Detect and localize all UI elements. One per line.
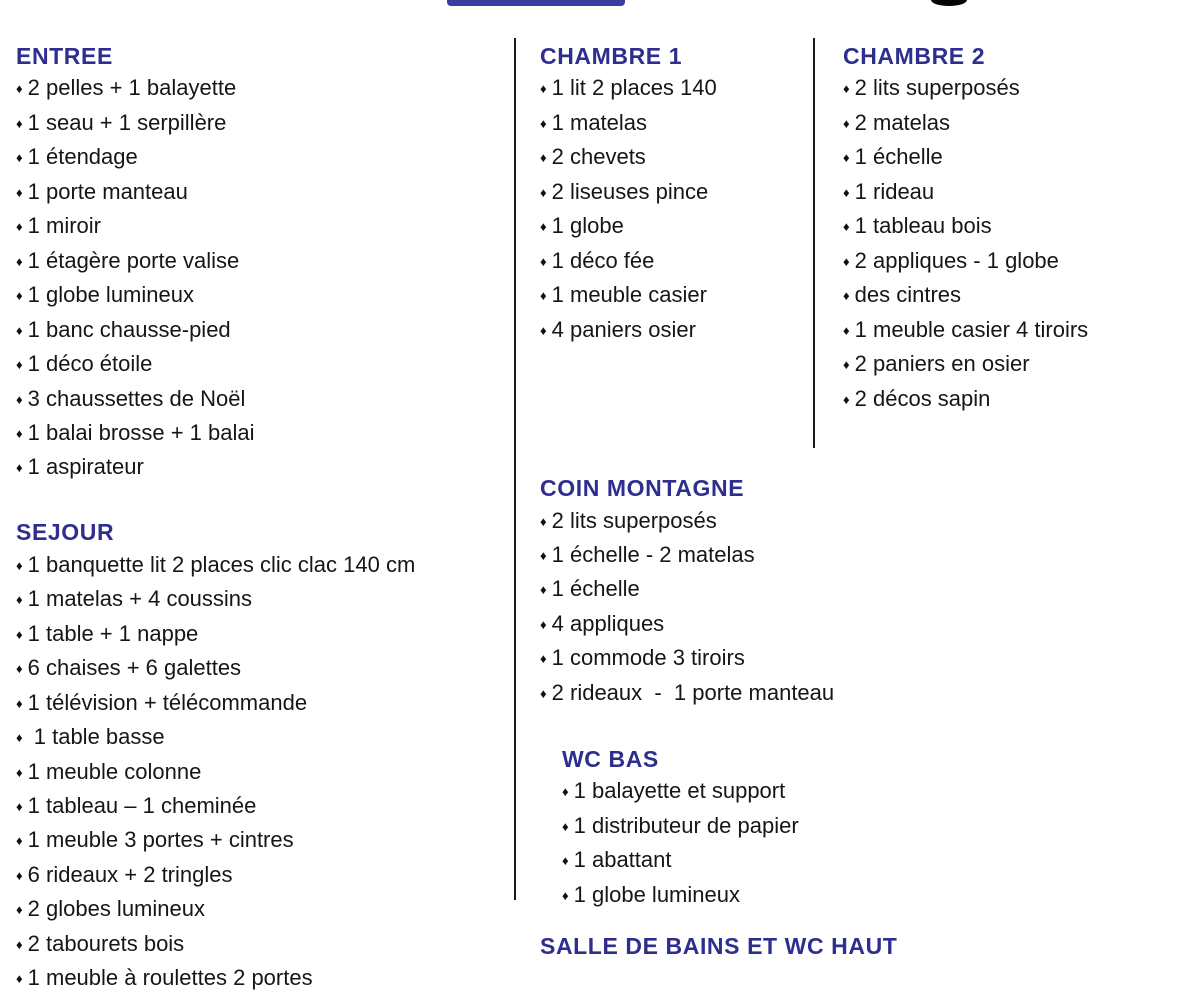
diamond-bullet-icon: ♦ — [16, 357, 23, 373]
list-item-text: 6 rideaux + 2 tringles — [27, 861, 233, 887]
list-item-text: 2 globes lumineux — [27, 896, 205, 922]
section-sejour — [16, 517, 514, 996]
list-item — [16, 756, 514, 790]
list-item-text: 1 distributeur de papier — [573, 812, 799, 838]
diamond-bullet-icon: ♦ — [843, 150, 850, 166]
list-item-text: 1 étendage — [27, 144, 138, 170]
diamond-bullet-icon: ♦ — [16, 288, 23, 304]
section-entree — [16, 41, 514, 486]
list-item-text: 4 appliques — [551, 610, 665, 636]
diamond-bullet-icon: ♦ — [843, 115, 850, 131]
list-item — [562, 775, 875, 809]
list-item-text: 1 meuble 3 portes + cintres — [27, 827, 294, 853]
clipped-page-title-remnant — [447, 0, 625, 6]
list-item-text: 1 échelle - 2 matelas — [551, 541, 755, 567]
list-item-text: 1 matelas + 4 coussins — [27, 586, 253, 612]
diamond-bullet-icon: ♦ — [540, 685, 547, 701]
list-item-text: 2 rideaux - 1 porte manteau — [551, 679, 835, 705]
list-item — [843, 383, 1198, 417]
diamond-bullet-icon: ♦ — [843, 184, 850, 200]
list-item — [562, 844, 875, 878]
list-item-text: 1 lit 2 places 140 — [551, 75, 717, 101]
diamond-bullet-icon: ♦ — [843, 357, 850, 373]
list-item — [16, 176, 514, 210]
list-item-text: 1 miroir — [27, 213, 101, 239]
list-item-text: 1 porte manteau — [27, 178, 188, 204]
list-item — [540, 608, 875, 642]
section-title: SALLE DE BAINS ET WC HAUT — [540, 933, 898, 960]
list-item — [540, 141, 875, 175]
diamond-bullet-icon: ♦ — [843, 322, 850, 338]
list-item — [843, 279, 1198, 313]
diamond-bullet-icon: ♦ — [540, 219, 547, 235]
diamond-bullet-icon: ♦ — [16, 833, 23, 849]
list-item-text: 1 meuble casier 4 tiroirs — [854, 316, 1089, 342]
list-item — [562, 879, 875, 913]
section-salle-de-bains-et-wc-haut — [540, 931, 898, 962]
section-title: CHAMBRE 1 — [540, 43, 683, 69]
list-item — [540, 314, 875, 348]
diamond-bullet-icon: ♦ — [16, 425, 23, 441]
diamond-bullet-icon: ♦ — [843, 81, 850, 97]
list-item — [16, 618, 514, 652]
list-item — [843, 72, 1198, 106]
list-item — [843, 141, 1198, 175]
list-item-text: 1 abattant — [573, 847, 672, 873]
diamond-bullet-icon: ♦ — [16, 764, 23, 780]
list-item — [843, 176, 1198, 210]
list-item — [540, 245, 875, 279]
list-item-text: 1 seau + 1 serpillère — [27, 109, 227, 135]
list-item — [16, 928, 514, 962]
section-title: SEJOUR — [16, 519, 115, 546]
list-item-text: 2 matelas — [854, 109, 951, 135]
column-entree-sejour — [16, 41, 514, 997]
list-item — [16, 348, 514, 382]
diamond-bullet-icon: ♦ — [16, 661, 23, 677]
diamond-bullet-icon: ♦ — [843, 253, 850, 269]
diamond-bullet-icon: ♦ — [16, 557, 23, 573]
list-item-text: 1 balai brosse + 1 balai — [27, 419, 255, 445]
list-item-text: 1 globe — [551, 213, 624, 239]
diamond-bullet-icon: ♦ — [16, 730, 23, 746]
section-chambre-2 — [843, 41, 1198, 417]
list-item — [843, 210, 1198, 244]
list-item-text: 1 aspirateur — [27, 454, 144, 480]
diamond-bullet-icon: ♦ — [540, 651, 547, 667]
list-item — [540, 279, 875, 313]
list-item — [16, 824, 514, 858]
diamond-bullet-icon: ♦ — [562, 887, 569, 903]
list-item-text: 2 paniers en osier — [854, 351, 1030, 377]
list-item-text: 1 table basse — [27, 724, 165, 750]
list-item-text: 1 échelle — [854, 144, 943, 170]
diamond-bullet-icon: ♦ — [16, 971, 23, 987]
list-item — [16, 383, 514, 417]
list-item — [540, 210, 875, 244]
diamond-bullet-icon: ♦ — [562, 818, 569, 834]
list-item-text: 1 banc chausse-pied — [27, 316, 231, 342]
diamond-bullet-icon: ♦ — [843, 288, 850, 304]
list-item-text: 1 déco étoile — [27, 351, 153, 377]
diamond-bullet-icon: ♦ — [562, 784, 569, 800]
list-item — [540, 642, 875, 676]
list-item — [562, 810, 875, 844]
section-chambre-1 — [540, 41, 875, 348]
list-item-text: 2 lits superposés — [551, 507, 717, 533]
list-item-text: 2 liseuses pince — [551, 178, 709, 204]
diamond-bullet-icon: ♦ — [16, 867, 23, 883]
diamond-bullet-icon: ♦ — [540, 322, 547, 338]
list-item-text: 3 chaussettes de Noël — [27, 385, 246, 411]
list-item-text: 4 paniers osier — [551, 316, 696, 342]
diamond-bullet-icon: ♦ — [540, 288, 547, 304]
list-item-text: 2 pelles + 1 balayette — [27, 75, 237, 101]
list-item — [16, 721, 514, 755]
section-coin-montagne — [540, 473, 875, 711]
diamond-bullet-icon: ♦ — [16, 626, 23, 642]
diamond-bullet-icon: ♦ — [540, 150, 547, 166]
list-item — [540, 176, 875, 210]
list-item-text: 2 appliques - 1 globe — [854, 247, 1059, 273]
list-item-text: 1 table + 1 nappe — [27, 620, 199, 646]
diamond-bullet-icon: ♦ — [843, 391, 850, 407]
list-item — [540, 539, 875, 573]
list-item — [16, 141, 514, 175]
list-item — [540, 677, 875, 711]
diamond-bullet-icon: ♦ — [16, 81, 23, 97]
list-item-text: 1 globe lumineux — [27, 282, 194, 308]
diamond-bullet-icon: ♦ — [16, 322, 23, 338]
diamond-bullet-icon: ♦ — [16, 592, 23, 608]
list-item — [16, 107, 514, 141]
list-item — [16, 687, 514, 721]
section-wc-bas — [562, 744, 875, 913]
list-item — [16, 549, 514, 583]
column-chambre2 — [843, 41, 1198, 417]
list-item — [16, 790, 514, 824]
list-item-text: 2 chevets — [551, 144, 646, 170]
diamond-bullet-icon: ♦ — [540, 513, 547, 529]
list-item-text: 1 meuble colonne — [27, 758, 202, 784]
section-title: WC BAS — [562, 745, 659, 772]
list-item-text: 1 tableau bois — [854, 213, 992, 239]
diamond-bullet-icon: ♦ — [540, 115, 547, 131]
diamond-bullet-icon: ♦ — [540, 184, 547, 200]
diamond-bullet-icon: ♦ — [16, 460, 23, 476]
diamond-bullet-icon: ♦ — [16, 253, 23, 269]
list-item — [16, 314, 514, 348]
diamond-bullet-icon: ♦ — [540, 547, 547, 563]
list-item-text: 1 banquette lit 2 places clic clac 140 cm — [27, 551, 416, 577]
list-item — [540, 72, 875, 106]
diamond-bullet-icon: ♦ — [16, 184, 23, 200]
list-item-text: des cintres — [854, 282, 962, 308]
list-item — [16, 417, 514, 451]
diamond-bullet-icon: ♦ — [540, 582, 547, 598]
list-item — [16, 451, 514, 485]
diamond-bullet-icon: ♦ — [16, 150, 23, 166]
diamond-bullet-icon: ♦ — [16, 695, 23, 711]
list-item — [16, 652, 514, 686]
list-item — [16, 72, 514, 106]
list-item-text: 1 déco fée — [551, 247, 655, 273]
list-item — [843, 348, 1198, 382]
diamond-bullet-icon: ♦ — [562, 853, 569, 869]
diamond-bullet-icon: ♦ — [16, 902, 23, 918]
list-item — [540, 107, 875, 141]
diamond-bullet-icon: ♦ — [16, 391, 23, 407]
diamond-bullet-icon: ♦ — [843, 219, 850, 235]
list-item — [16, 859, 514, 893]
column-divider-1 — [514, 38, 516, 900]
list-item — [16, 962, 514, 996]
list-item — [540, 573, 875, 607]
diamond-bullet-icon: ♦ — [16, 936, 23, 952]
list-item — [843, 245, 1198, 279]
list-item-text: 6 chaises + 6 galettes — [27, 655, 242, 681]
list-item-text: 2 tabourets bois — [27, 930, 185, 956]
list-item-text: 1 matelas — [551, 109, 648, 135]
list-item-text: 1 tableau – 1 cheminée — [27, 793, 257, 819]
list-item-text: 1 rideau — [854, 178, 935, 204]
list-item-text: 1 commode 3 tiroirs — [551, 645, 745, 671]
section-title: ENTREE — [16, 43, 113, 69]
list-item — [16, 245, 514, 279]
list-item-text: 1 globe lumineux — [573, 881, 740, 907]
list-item — [16, 583, 514, 617]
list-item-text: 1 échelle — [551, 576, 640, 602]
list-item-text: 2 décos sapin — [854, 385, 991, 411]
list-item-text: 1 balayette et support — [573, 778, 786, 804]
diamond-bullet-icon: ♦ — [16, 219, 23, 235]
diamond-bullet-icon: ♦ — [540, 253, 547, 269]
section-title: COIN MONTAGNE — [540, 475, 745, 502]
list-item — [843, 107, 1198, 141]
list-item-text: 1 meuble à roulettes 2 portes — [27, 965, 313, 991]
list-item-text: 1 meuble casier — [551, 282, 707, 308]
diamond-bullet-icon: ♦ — [16, 115, 23, 131]
diamond-bullet-icon: ♦ — [16, 799, 23, 815]
list-item — [16, 893, 514, 927]
diamond-bullet-icon: ♦ — [540, 81, 547, 97]
list-item-text: 1 télévision + télécommande — [27, 689, 308, 715]
list-item — [16, 279, 514, 313]
clipped-ink-mark — [931, 0, 967, 6]
diamond-bullet-icon: ♦ — [540, 616, 547, 632]
list-item-text: 2 lits superposés — [854, 75, 1020, 101]
list-item — [16, 210, 514, 244]
section-title: CHAMBRE 2 — [843, 43, 986, 69]
list-item-text: 1 étagère porte valise — [27, 247, 240, 273]
list-item — [843, 314, 1198, 348]
list-item — [540, 505, 875, 539]
